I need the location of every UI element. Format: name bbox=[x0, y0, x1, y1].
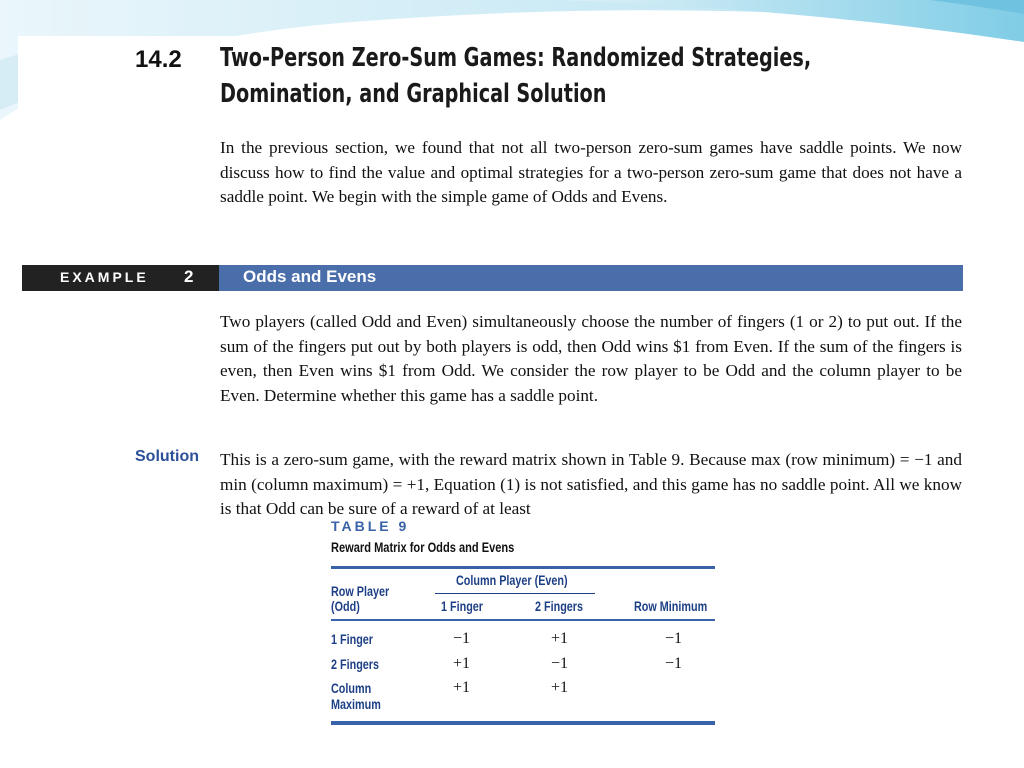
textbook-page-excerpt bbox=[18, 36, 963, 522]
cell-r2-rowmin: −1 bbox=[665, 655, 683, 672]
solution-paragraph: This is a zero-sum game, with the reward matrix shown in Table 9. Because max (row minimum) = −1 and min (column maximum) = +1, Equation (1) is not satisfied, and this game has no saddle point. All we know is that Odd can be sure of a reward of at least bbox=[220, 450, 962, 518]
cell-r1-c1: −1 bbox=[453, 630, 471, 647]
cell-r1-c2: +1 bbox=[551, 630, 569, 647]
col-max-label-line-2: Maximum bbox=[331, 697, 381, 712]
table-caption: Reward Matrix for Odds and Evens bbox=[331, 540, 515, 555]
row-label-2-fingers: 2 Fingers bbox=[331, 657, 380, 672]
example-number: 2 bbox=[184, 267, 194, 286]
section-number: 14.2 bbox=[135, 46, 182, 73]
table-heading: TABLE 9 bbox=[331, 518, 410, 534]
section-title bbox=[220, 40, 812, 112]
problem-paragraph: Two players (called Odd and Even) simultaneously choose the number of fingers (1 or 2) to put out. If the sum of the fingers put out by both players is odd, then Odd wins $1 from Even. If the sum of the fingers is even, then Even wins $1 from Odd. We consider the row player to be Odd and the column player to be Even. Determine whether this game has a saddle point. bbox=[220, 312, 962, 405]
reward-matrix-table bbox=[331, 516, 715, 726]
example-label: EXAMPLE bbox=[60, 269, 149, 285]
example-title-block bbox=[219, 265, 963, 291]
cell-colmax-c1: +1 bbox=[453, 679, 471, 696]
column-header-1-finger: 1 Finger bbox=[441, 599, 484, 614]
row-label-1-finger: 1 Finger bbox=[331, 632, 374, 647]
table-bottom-rule bbox=[331, 721, 715, 725]
cell-colmax-c2: +1 bbox=[551, 679, 569, 696]
example-banner bbox=[22, 265, 963, 291]
cell-r1-rowmin: −1 bbox=[665, 630, 683, 647]
section-title-line-2: Domination, and Graphical Solution bbox=[220, 79, 607, 109]
column-group-header: Column Player (Even) bbox=[456, 573, 568, 588]
table-top-rule bbox=[331, 566, 715, 569]
row-header-line-1: Row Player bbox=[331, 584, 390, 599]
col-max-label-line-1: Column bbox=[331, 681, 372, 696]
cell-r2-c2: −1 bbox=[551, 655, 569, 672]
column-group-underline bbox=[435, 593, 595, 594]
intro-paragraph: In the previous section, we found that not all two-person zero-sum games have saddle points. We now discuss how to find the value and optimal strategies for a two-person zero-sum game that does not have a saddle point. We begin with the simple game of Odds and Evens. bbox=[220, 138, 962, 206]
column-header-row-minimum: Row Minimum bbox=[634, 599, 708, 614]
solution-label: Solution bbox=[135, 448, 199, 465]
section-title-line-1: Two-Person Zero-Sum Games: Randomized Strategies, bbox=[220, 43, 812, 73]
row-header-line-2: (Odd) bbox=[331, 599, 360, 614]
cell-r2-c1: +1 bbox=[453, 655, 471, 672]
example-title: Odds and Evens bbox=[243, 267, 377, 286]
column-header-2-fingers: 2 Fingers bbox=[535, 599, 584, 614]
example-label-block bbox=[22, 265, 219, 291]
table-header-rule bbox=[331, 619, 715, 621]
